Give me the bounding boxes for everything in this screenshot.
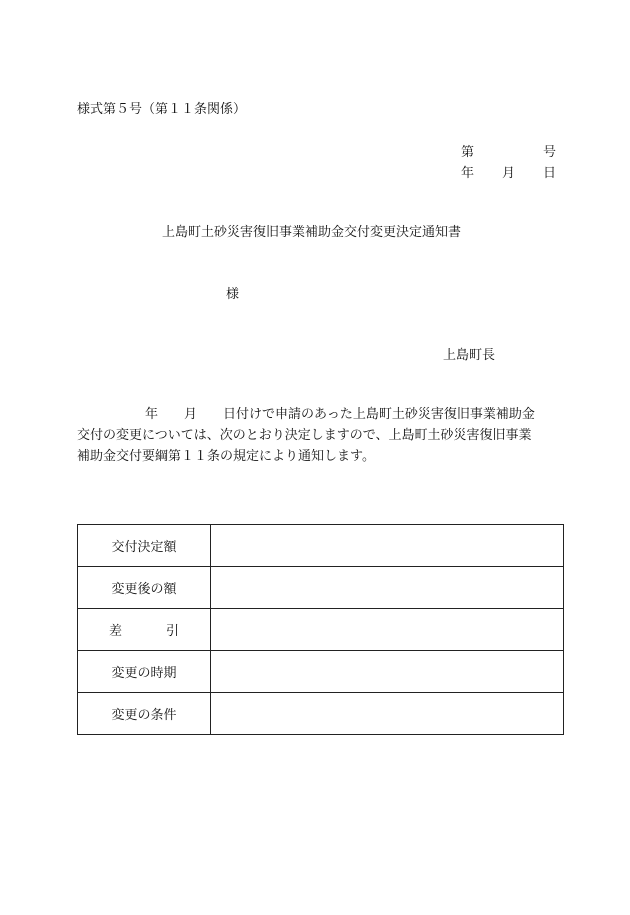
document-title: 上島町土砂災害復旧事業補助金交付変更決定通知書 [162, 225, 462, 240]
table-row [78, 525, 564, 567]
row-label-change-conditions: 変更の条件 [78, 693, 211, 735]
row-value-change-conditions [211, 693, 564, 735]
body-line-1-text: 日付けで申請のあった上島町土砂災害復旧事業補助金 [223, 407, 535, 422]
issuer-name: 上島町長 [443, 348, 496, 363]
document-date [461, 162, 556, 181]
row-label-change-timing: 変更の時期 [78, 651, 211, 693]
row-label-difference [78, 609, 211, 651]
form-number-label: 様式第５号（第１１条関係） [77, 102, 247, 117]
date-year: 年 [461, 166, 475, 181]
doc-number-suffix: 号 [542, 145, 556, 160]
row-value-change-timing [211, 651, 564, 693]
doc-number-prefix: 第 [461, 145, 475, 160]
difference-char-1: 差 [109, 624, 123, 639]
table-row [78, 693, 564, 735]
row-value-difference [211, 609, 564, 651]
date-day: 日 [542, 166, 556, 181]
date-month: 月 [501, 166, 515, 181]
addressee-honorific: 様 [226, 287, 240, 302]
body-year: 年 [145, 407, 159, 422]
table-row [78, 609, 564, 651]
notice-body [77, 404, 559, 467]
row-value-amended-amount [211, 567, 564, 609]
row-label-amended-amount: 変更後の額 [78, 567, 211, 609]
row-value-grant-amount [211, 525, 564, 567]
row-label-grant-amount: 交付決定額 [78, 525, 211, 567]
body-line-1 [77, 404, 559, 425]
table-row [78, 651, 564, 693]
table-row [78, 567, 564, 609]
document-number [461, 141, 556, 160]
body-month: 月 [184, 407, 198, 422]
body-line-3: 補助金交付要綱第１１条の規定により通知します。 [77, 449, 375, 464]
difference-char-2: 引 [165, 624, 179, 639]
decision-detail-table [77, 524, 564, 735]
body-line-2: 交付の変更については、次のとおり決定しますので、上島町土砂災害復旧事業 [77, 428, 532, 443]
